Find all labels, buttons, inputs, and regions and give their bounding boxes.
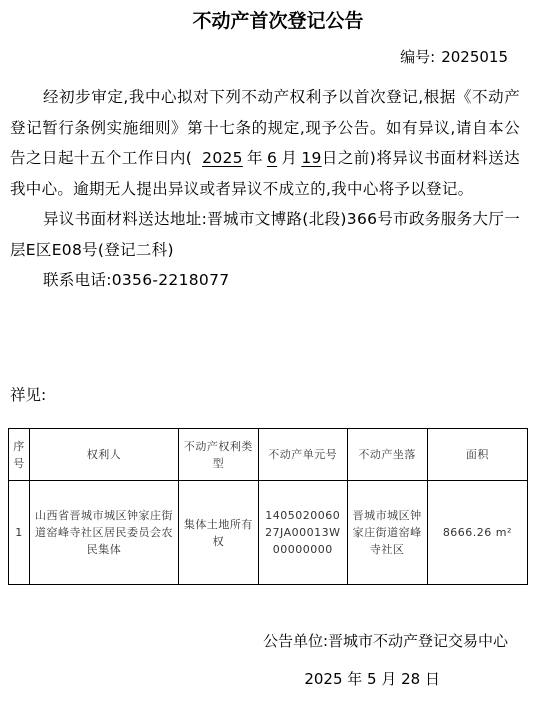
- issuer-signature: 公告单位:晋城市不动产登记交易中心: [262, 632, 508, 650]
- header-no: 序号: [9, 429, 30, 481]
- deadline-year-unit: 年: [246, 149, 263, 167]
- header-location: 不动产坐落: [347, 429, 427, 481]
- header-unit-no: 不动产单元号: [258, 429, 347, 481]
- page-title: 不动产首次登记公告: [192, 10, 364, 32]
- see-below-label: 祥见:: [10, 386, 47, 404]
- deadline-day: 19: [301, 149, 322, 167]
- table-row: [9, 481, 528, 585]
- deadline-year: 2025: [202, 149, 243, 167]
- header-right-type: 不动产权利类型: [178, 429, 258, 481]
- deadline-month: 6: [266, 149, 278, 167]
- cell-no: 1: [9, 481, 30, 585]
- cell-owner: 山西省晋城市城区钟家庄街道窑峰寺社区居民委员会农民集体: [30, 481, 179, 585]
- serial-number: [400, 46, 508, 68]
- cell-right-type: 集体土地所有权: [178, 481, 258, 585]
- paragraph-review-tail: 日之前)将异议书面材料送达我中心。逾期无人提出异议或者异议不成立的,我中心将予以登记。: [10, 149, 520, 198]
- paragraph-review: [10, 82, 520, 204]
- cell-area: 8666.26 m²: [427, 481, 527, 585]
- deadline-month-unit: 月: [281, 149, 298, 167]
- header-area: 面积: [427, 429, 527, 481]
- paragraph-address: 异议书面材料送达地址:晋城市文博路(北段)366号市政务服务大厅一层E区E08号(登记二科): [10, 210, 520, 259]
- paragraph-phone: 联系电话:0356-2218077: [43, 271, 230, 289]
- header-owner: 权利人: [30, 429, 179, 481]
- serial-label: 编号:: [400, 48, 436, 66]
- registration-table: [8, 428, 528, 585]
- table-header-row: [9, 429, 528, 481]
- paragraph-review-text: 经初步审定,我中心拟对下列不动产权利予以首次登记,根据《不动产登记暂行条例实施细则》第十七条的规定,现予公告。如有异议,请自本公告之日起十五个工作日内(: [10, 88, 520, 167]
- notice-body: [10, 82, 520, 296]
- cell-unit-no: 140502006027JA00013W00000000: [258, 481, 347, 585]
- issue-date: 2025 年 5 月 28 日: [304, 670, 440, 688]
- serial-value: 2025015: [441, 48, 508, 66]
- cell-location: 晋城市城区钟家庄街道窑峰寺社区: [347, 481, 427, 585]
